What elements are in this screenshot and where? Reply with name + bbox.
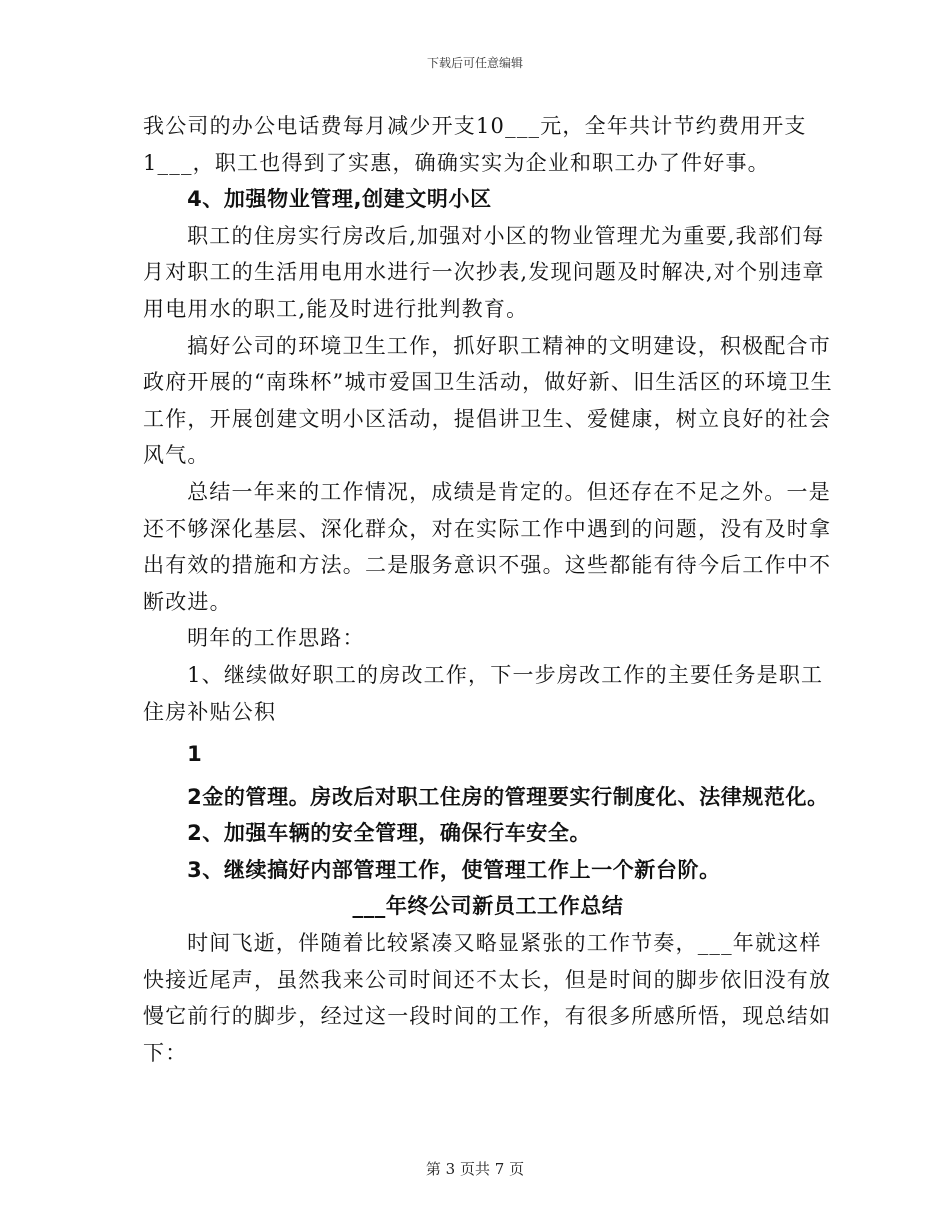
section-title-new-employee-summary: ___年终公司新员工工作总结 [352,894,624,919]
paragraph-next-year-plan: 明年的工作思路： [187,626,365,651]
paragraph-fragment-number: 1 [187,742,203,767]
paragraph-phone-savings: 我公司的办公电话费每月减少开支10___元，全年共计节约费用开支1___，职工也得到了实惠，确确实实为企业和职工办了件好事。 [143,114,807,175]
paragraph-plan-item-1-continued: 2金的管理。房改后对职工住房的管理要实行制度化、法律规范化。 [187,784,829,809]
document-body [143,108,833,1071]
paragraph-plan-item-3: 3、继续搞好内部管理工作，使管理工作上一个新台阶。 [187,857,721,882]
paragraph-environment-sanitation: 搞好公司的环境卫生工作，抓好职工精神的文明建设，积极配合市政府开展的“南珠杯”城市爱国卫生活动，做好新、旧生活区的环境卫生工作，开展创建文明小区活动，提倡讲卫生、爱健康，树立良好的社会风气。 [143,333,833,468]
page-header-note: 下载后可任意编辑 [426,56,523,70]
paragraph-new-employee-intro: 时间飞逝，伴随着比较紧凑又略显紧张的工作节奏，___年就这样快接近尾声，虽然我来公司时间还不太长，但是时间的脚步依旧没有放慢它前行的脚步，经过这一段时间的工作，有很多所感所悟，现总结如下： [143,931,832,1065]
paragraph-year-summary: 总结一年来的工作情况，成绩是肯定的。但还存在不足之外。一是还不够深化基层、深化群众，对在实际工作中遇到的问题，没有及时拿出有效的措施和方法。二是服务意识不强。这些都能有待今后工作中不断改进。 [143,479,832,614]
paragraph-plan-item-2: 2、加强车辆的安全管理，确保行车安全。 [187,821,592,846]
paragraph-plan-item-1: 1、继续做好职工的房改工作，下一步房改工作的主要任务是职工住房补贴公积 [143,662,824,724]
page-number-footer: 第 3 页共 7 页 [425,1160,525,1178]
paragraph-property-management: 职工的住房实行房改后,加强对小区的物业管理尤为重要,我部们每月对职工的生活用电用水进行一次抄表,发现问题及时解决,对个别违章用电用水的职工,能及时进行批判教育。 [143,223,825,321]
section-heading-property-management: 4、加强物业管理,创建文明小区 [187,187,492,212]
